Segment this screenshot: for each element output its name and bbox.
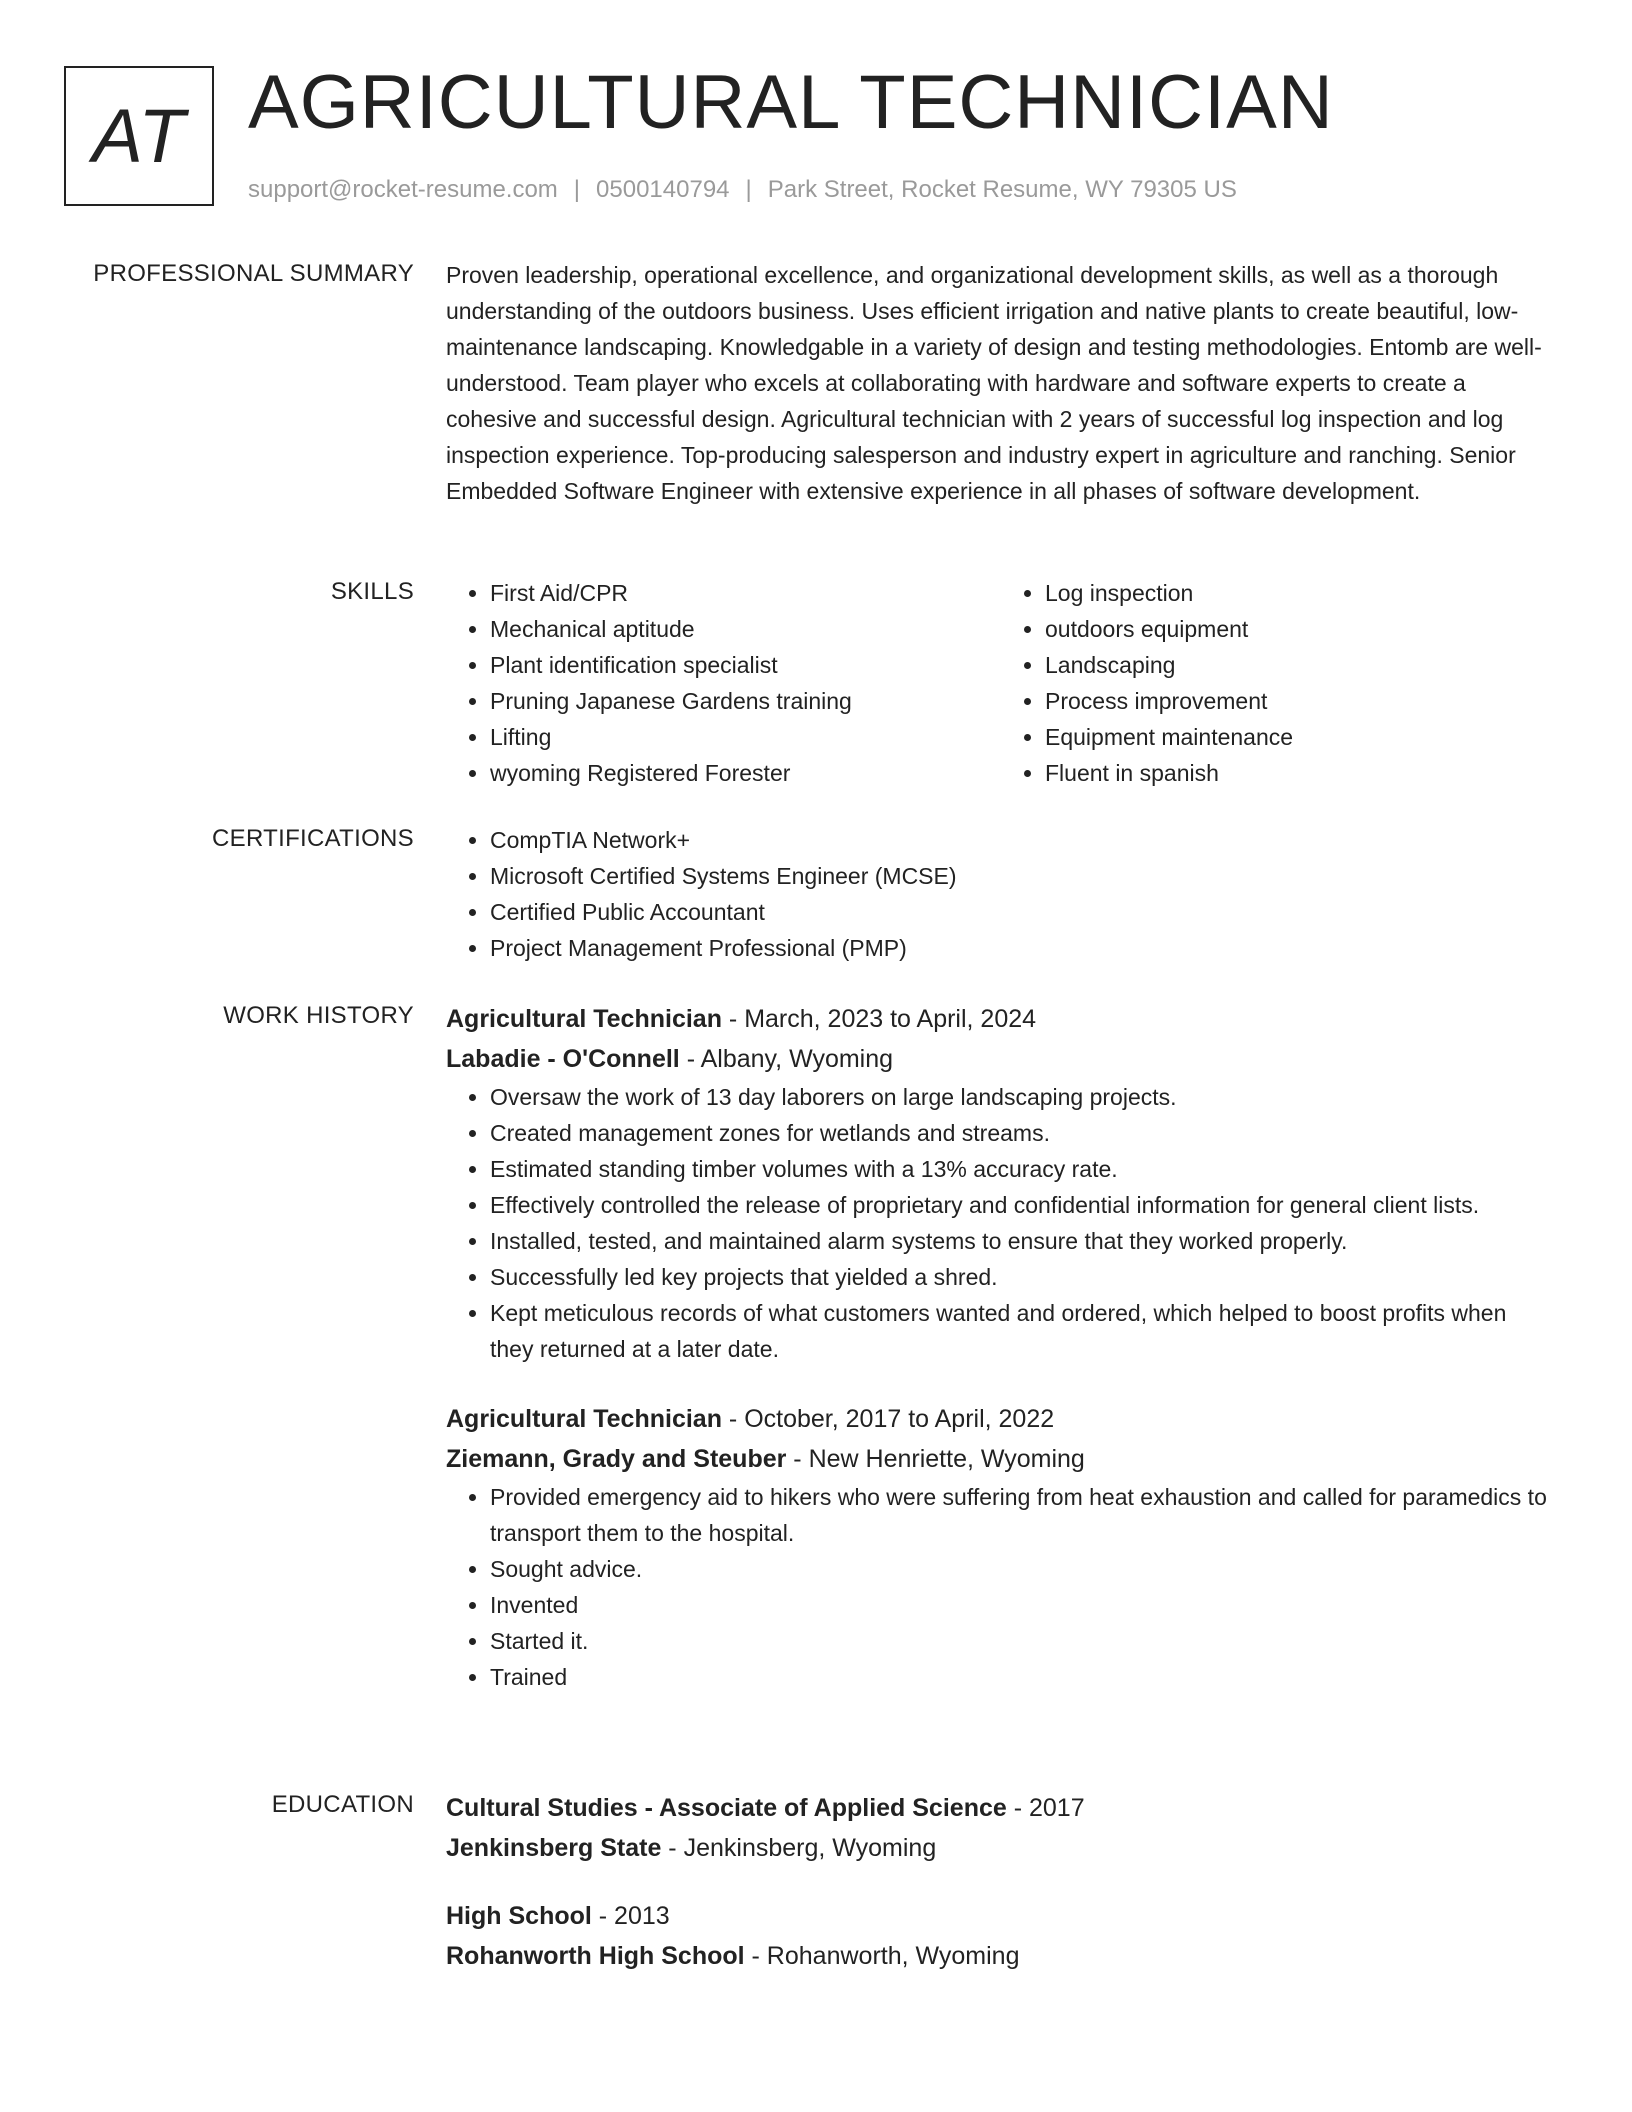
contact-line	[248, 174, 1237, 206]
education-body	[446, 1788, 1556, 2004]
job-company-line	[446, 1039, 1556, 1079]
job-dates: - March, 2023 to April, 2024	[721, 1005, 1037, 1033]
skill-item: • First Aid/CPR	[490, 575, 1001, 611]
education-degree-line	[446, 1896, 1556, 1936]
skill-item: • Pruning Japanese Gardens training	[490, 683, 1001, 719]
skill-item: • Equipment maintenance	[1045, 719, 1556, 755]
certification-item: • CompTIA Network+	[490, 822, 1556, 858]
education-year: - 2013	[591, 1902, 670, 1930]
skill-item: • Landscaping	[1045, 647, 1556, 683]
summary-body	[446, 257, 1556, 509]
job-dates: - October, 2017 to April, 2022	[721, 1405, 1055, 1433]
monogram-initials: AT	[92, 93, 186, 179]
section-label-skills: SKILLS	[330, 578, 414, 605]
education-degree-line	[446, 1788, 1556, 1828]
certification-item: • Certified Public Accountant	[490, 894, 1556, 930]
job-company-line	[446, 1439, 1556, 1479]
education-degree: Cultural Studies - Associate of Applied Science	[446, 1794, 1007, 1822]
section-label-summary: PROFESSIONAL SUMMARY	[93, 260, 414, 287]
skill-item: • Process improvement	[1045, 683, 1556, 719]
skill-item: • Mechanical aptitude	[490, 611, 1001, 647]
monogram-box	[64, 66, 214, 206]
contact-phone[interactable]: 0500140794	[596, 176, 730, 203]
skills-list-right	[1001, 575, 1556, 791]
skill-item: • wyoming Registered Forester	[490, 755, 1001, 791]
job-location: - New Henriette, Wyoming	[786, 1445, 1085, 1473]
job-bullet: • Effectively controlled the release of proprietary and confidential information for general client lists.	[490, 1187, 1556, 1223]
education-school: Rohanworth High School	[446, 1942, 745, 1970]
certifications-list	[446, 822, 1556, 966]
job-company: Labadie - O'Connell	[446, 1045, 680, 1073]
job-bullet-list	[446, 1079, 1556, 1367]
education-school-line	[446, 1936, 1556, 1976]
resume-name-title: AGRICULTURAL TECHNICIAN	[248, 60, 1334, 145]
job-entry	[446, 999, 1556, 1367]
education-degree: High School	[446, 1902, 592, 1930]
skill-item: • Log inspection	[1045, 575, 1556, 611]
job-bullet: • Sought advice.	[490, 1551, 1556, 1587]
contact-email[interactable]: support@rocket-resume.com	[248, 176, 558, 203]
job-bullet: • Provided emergency aid to hikers who were suffering from heat exhaustion and called for paramedics to transport them to the hospital.	[490, 1479, 1556, 1551]
job-location: - Albany, Wyoming	[679, 1045, 894, 1073]
job-title: Agricultural Technician	[446, 1405, 722, 1433]
education-school-line	[446, 1828, 1556, 1868]
skill-item: • Plant identification specialist	[490, 647, 1001, 683]
job-title: Agricultural Technician	[446, 1005, 722, 1033]
contact-separator: |	[573, 176, 581, 203]
certifications-body	[446, 822, 1556, 966]
skill-item: • Fluent in spanish	[1045, 755, 1556, 791]
certification-item: • Microsoft Certified Systems Engineer (MCSE)	[490, 858, 1556, 894]
contact-separator: |	[745, 176, 752, 203]
skill-item: • outdoors equipment	[1045, 611, 1556, 647]
job-bullet: • Started it.	[490, 1623, 1556, 1659]
section-label-work: WORK HISTORY	[223, 1002, 414, 1029]
contact-address: Park Street, Rocket Resume, WY 79305 US	[767, 176, 1237, 203]
education-entry	[446, 1788, 1556, 1868]
education-school: Jenkinsberg State	[446, 1834, 662, 1862]
education-location: - Jenkinsberg, Wyoming	[661, 1834, 937, 1862]
job-company: Ziemann, Grady and Steuber	[446, 1445, 787, 1473]
education-entry	[446, 1896, 1556, 1976]
education-location: - Rohanworth, Wyoming	[744, 1942, 1020, 1970]
skills-list-left	[446, 575, 1001, 791]
section-label-education: EDUCATION	[271, 1791, 414, 1818]
job-bullet-list	[446, 1479, 1556, 1695]
job-bullet: • Invented	[490, 1587, 1556, 1623]
job-entry	[446, 1399, 1556, 1695]
skill-item: • Lifting	[490, 719, 1001, 755]
job-bullet: • Installed, tested, and maintained alarm systems to ensure that they worked properly.	[490, 1223, 1556, 1259]
education-year: - 2017	[1006, 1794, 1085, 1822]
job-bullet: • Trained	[490, 1659, 1556, 1695]
job-bullet: • Created management zones for wetlands and streams.	[490, 1115, 1556, 1151]
certification-item: • Project Management Professional (PMP)	[490, 930, 1556, 966]
job-bullet: • Estimated standing timber volumes with a 13% accuracy rate.	[490, 1151, 1556, 1187]
job-title-line	[446, 1399, 1556, 1439]
job-bullet: • Successfully led key projects that yielded a shred.	[490, 1259, 1556, 1295]
job-bullet: • Oversaw the work of 13 day laborers on large landscaping projects.	[490, 1079, 1556, 1115]
job-title-line	[446, 999, 1556, 1039]
summary-text: Proven leadership, operational excellence, and organizational development skills, as well as a thorough understanding of the outdoors business. Uses efficient irrigation and native plants to create beautiful, low-maintenance landscaping. Knowledgable in a variety of design and testing methodologies. Entomb are well-understood. Team player who excels at collaborating with hardware and software experts to create a cohesive and successful design. Agricultural technician with 2 years of successful log inspection and log inspection experience. Top-producing salesperson and industry expert in agriculture and ranching. Senior Embedded Software Engineer with extensive experience in all phases of software development.	[446, 262, 1542, 504]
section-label-certifications: CERTIFICATIONS	[212, 825, 414, 852]
work-body	[446, 999, 1556, 1727]
skills-columns	[446, 575, 1556, 791]
job-bullet: • Kept meticulous records of what customers wanted and ordered, which helped to boost profits when they returned at a later date.	[490, 1295, 1556, 1367]
